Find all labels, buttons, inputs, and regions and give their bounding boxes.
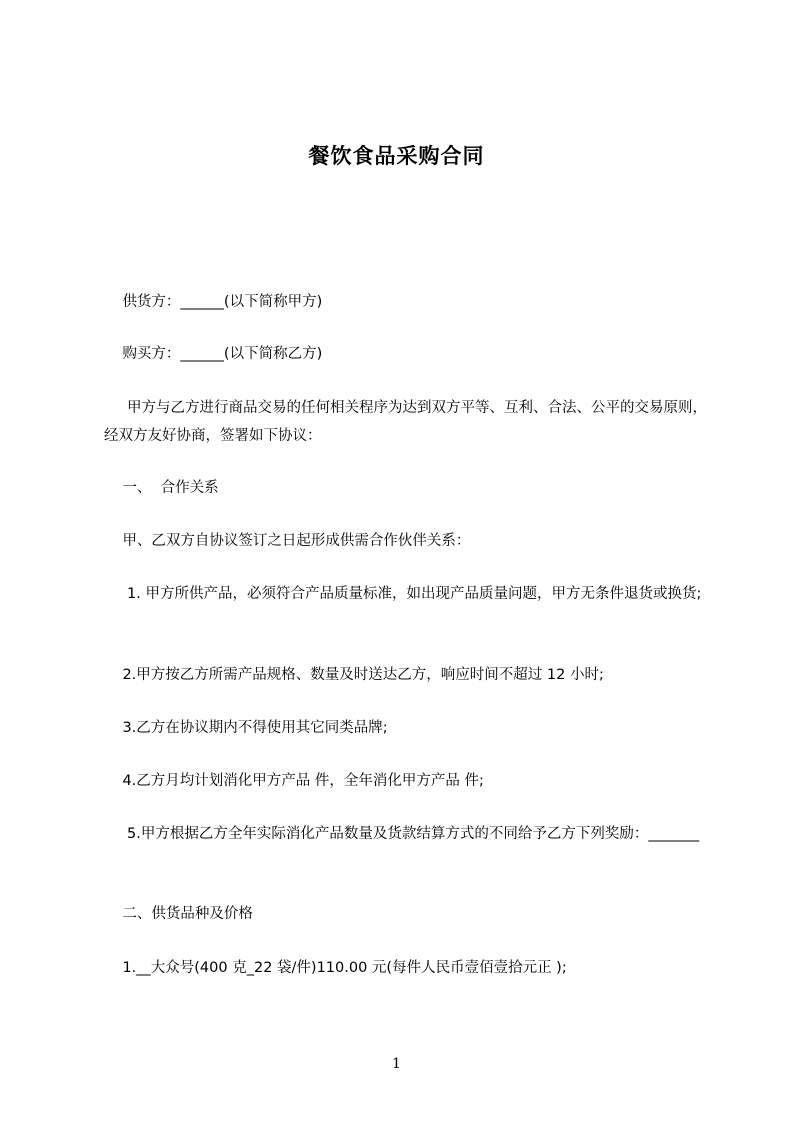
page-number: 1 <box>392 1056 401 1072</box>
price-item-1: 1.__大众号(400 克_22 袋/件)110.00 元(每件人民币壹佰壹拾元正 ); <box>104 960 567 976</box>
clause-item-4: 4.乙方月均计划消化甲方产品 件，全年消化甲方产品 件; <box>104 773 484 789</box>
clause-item-5: 5.甲方根据乙方全年实际消化产品数量及货款结算方式的不同给予乙方下列奖励：_______ <box>104 826 700 842</box>
document-title: 餐饮食品采购合同 <box>308 144 485 168</box>
section-2-heading: 二、供货品种及价格 <box>104 906 253 922</box>
clause-item-2: 2.甲方按乙方所需产品规格、数量及时送达乙方，响应时间不超过 12 小时; <box>104 667 604 683</box>
section-1-heading: 一、 合作关系 <box>104 480 219 496</box>
clause-item-1: 1. 甲方所供产品，必须符合产品质量标准，如出现产品质量问题，甲方无条件退货或换货; <box>104 586 702 602</box>
supplier-line: 供货方：______(以下简称甲方) <box>104 294 323 310</box>
intro-paragraph: 甲方与乙方进行商品交易的任何相关程序为达到双方平等、互利、合法、公平的交易原则，经双方友好协商，签署如下协议： <box>104 400 708 444</box>
clause-item-3: 3.乙方在协议期内不得使用其它同类品牌; <box>104 720 388 736</box>
buyer-line: 购买方：______(以下简称乙方) <box>104 346 323 362</box>
section-1-intro: 甲、乙双方自协议签订之日起形成供需合作伙伴关系： <box>104 533 471 549</box>
